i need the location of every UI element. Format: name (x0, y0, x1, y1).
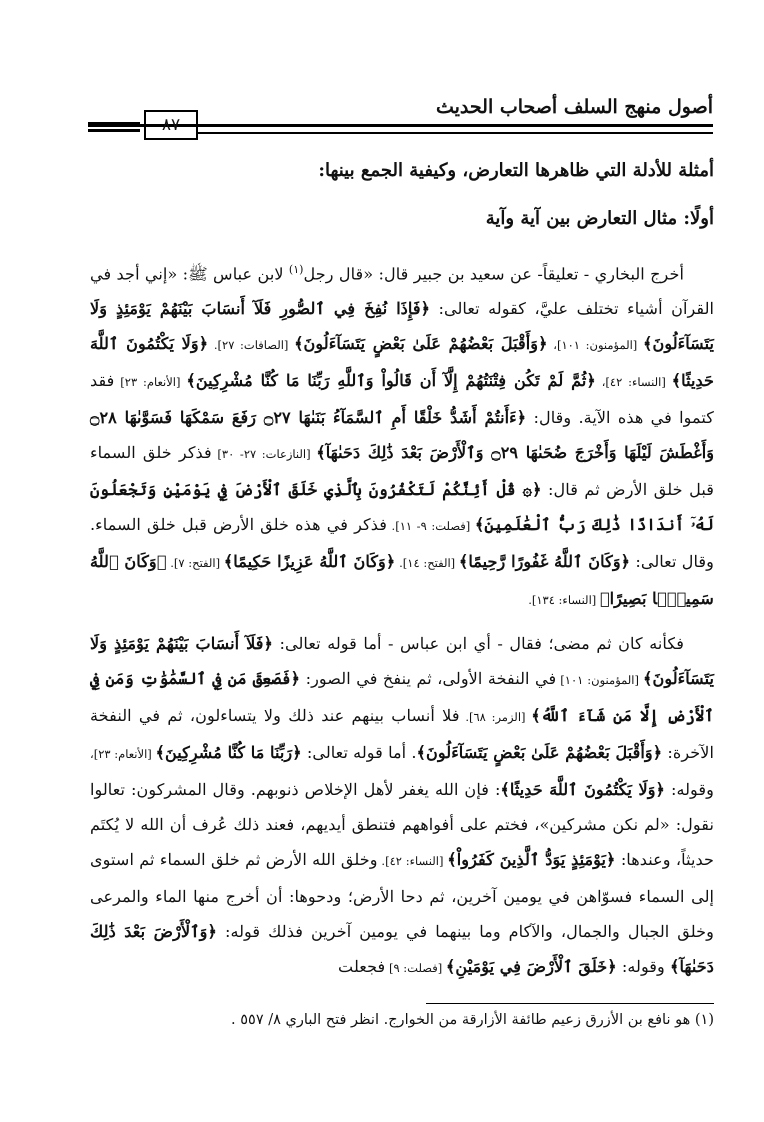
header-rule-left-1 (88, 122, 140, 124)
verse-reference: [فصلت: ٩- ١١]. (386, 519, 475, 534)
text-run: فلا أنساب بينهم عند ذلك ولا يتساءلون، ثم في النفخة الآخرة: (90, 706, 715, 763)
footnote-marker: (١) (288, 263, 304, 276)
paragraph-2 (90, 626, 714, 986)
verse-reference: [الزمر: ٦٨]. (459, 710, 532, 725)
verse-reference: [النساء: ٤٢]. (377, 854, 448, 869)
text-run: فذكر في هذه خلق الأرض قبل خلق السماء. وقال تعالى: (90, 515, 714, 572)
verse-reference: [الصافات: ٢٧]. (208, 338, 295, 353)
verse-reference: [الفتح: ١٤]. (395, 556, 459, 571)
quran-verse: ﴿خَلَقَ ٱلْأَرْضَ فِي يَوْمَيْنِ﴾ (445, 957, 617, 977)
quran-verse: ﴿فَصَعِقَ مَن فِي ٱلسَّمَٰوَٰتِ وَمَن فِي ٱلْأَرْضِ إِلَّا مَن شَآءَ ٱللَّهُ﴾ (90, 669, 714, 726)
quran-verse: ﴿وَلَا يَكْتُمُونَ ٱللَّهَ حَدِيثًا﴾ (500, 780, 666, 800)
footnote: (١) هو نافع بن الأزرق زعيم طائفة الأزارقة من الخوارج. انظر فتح الباري ٨/ ٥٥٧ . (231, 1012, 714, 1028)
verse-reference: [المؤمنون: ١٠١] (556, 673, 643, 688)
verse-reference: [النازعات: ٢٧- ٣٠] (211, 447, 317, 462)
page-header (88, 96, 713, 146)
text-run: : فإن الله يغفر لأهل الإخلاص ذنوبهم. وقال المشركون: تعالوا نقول: «لم نكن مشركين»، فختم على أفواههم فتنطق أيديهم، فعند ذلك عُرف أن الله لا يُكتَم حديثاً، وعندها: (90, 780, 714, 870)
quran-verse: ﴿وَلَا يَكْتُمُونَ ٱللَّهَ حَدِيثًا﴾ (90, 334, 714, 391)
text-run: فقد كتموا في هذه الآية. وقال: (90, 371, 714, 428)
text-run: . أما قوله تعالى: (301, 743, 417, 763)
quran-verse: ﴿وَٱلْأَرْضَ بَعْدَ ذَٰلِكَ دَحَىٰهَآ﴾ (90, 922, 714, 977)
text-run: فذكر خلق السماء قبل خلق الأرض ثم قال: (90, 443, 714, 500)
header-rule-bottom (196, 132, 713, 134)
main-text (90, 252, 714, 986)
text-run: أخرج البخاري - تعليقاً- عن سعيد بن جبير قال: «قال رجل (303, 264, 684, 284)
paragraph-1 (90, 252, 714, 618)
quran-verse: ﴿فَإِذَا نُفِخَ فِي ٱلصُّورِ فَلَآ أَنسَابَ بَيْنَهُمْ يَوْمَئِذٍ وَلَا يَتَسَآءَلُونَ﴾ (90, 299, 714, 354)
text-run: فجعلت (338, 957, 386, 977)
quran-verse: ﴿ءَأَنتُمْ أَشَدُّ خَلْقًا أَمِ ٱلسَّمَآءُ بَنَىٰهَا ۝٢٧ رَفَعَ سَمْكَهَا فَسَوَّىٰهَا ۝٢٨ وَأَغْطَشَ لَيْلَهَا وَأَخْرَجَ ضُحَىٰهَا ۝٢٩ وَٱلْأَرْضَ بَعْدَ ذَٰلِكَ دَحَىٰهَآ﴾ (90, 408, 715, 463)
quran-verse: ﴿وَأَقْبَلَ بَعْضُهُمْ عَلَىٰ بَعْضٍ يَتَسَآءَلُونَ﴾ (294, 334, 548, 354)
header-rule-left-2 (88, 129, 140, 132)
verse-reference: [الأنعام: ٢٣] (114, 375, 187, 390)
text-run: لابن عباس ﷺ: «إني أجد في القرآن أشياء تختلف عليَّ، كقوله تعالى: (90, 264, 714, 319)
quran-verse: ﴿فَلَآ أَنسَابَ بَيْنَهُمْ يَوْمَئِذٍ وَلَا يَتَسَآءَلُونَ﴾ (90, 634, 715, 689)
quran-verse: ﴿رَبِّنَا مَا كُنَّا مُشْرِكِينَ﴾ (155, 743, 302, 763)
verse-reference: [الفتح: ٧]. (166, 556, 224, 571)
verse-reference: [النساء: ٤٢]، (595, 375, 672, 390)
quran-verse: ﴿وَكَانَ ٱللَّهُ سَمِيعًۢا بَصِيرًا﴾ (90, 552, 714, 609)
section-heading: أمثلة للأدلة التي ظاهرها التعارض، وكيفية الجمع بينها: (318, 160, 714, 181)
quran-verse: ﴿يَوْمَئِذٍ يَوَدُّ ٱلَّذِينَ كَفَرُواْ﴾ (447, 850, 616, 870)
quran-verse: ﴿۞ قُلْ أَئِنَّكُمْ لَتَكْفُرُونَ بِٱلَّذِي خَلَقَ ٱلْأَرْضَ فِي يَوْمَيْنِ وَتَجْعَلُونَ لَهُۥٓ أَندَادًا ذَٰلِكَ رَبُّ ٱلْعَٰلَمِينَ﴾ (90, 480, 714, 535)
footnote-separator (426, 1003, 714, 1004)
subsection-heading: أولًا: مثال التعارض بين آية وآية (485, 208, 714, 229)
text-run: في النفخة الأولى، ثم ينفخ في الصور: (300, 669, 557, 689)
verse-reference: [المؤمنون: ١٠١]، (547, 338, 643, 353)
text-run: وقوله: (665, 780, 714, 800)
verse-reference: [فصلت: ٩] (385, 961, 446, 976)
quran-verse: ﴿ثُمَّ لَمْ تَكُن فِتْنَتُهُمْ إِلَّآ أَن قَالُواْ وَٱللَّهِ رَبِّنَا مَا كُنَّا مُشْرِكِينَ﴾ (186, 371, 596, 391)
text-run: وقوله: (616, 957, 671, 977)
text-run: وخلق الله الأرض ثم خلق السماء ثم استوى إلى السماء فسوّاهن في يومين آخرين، ثم دحا الأرض؛ ودحوها: أن أخرج منها الماء والمرعى وخلق الجبال والجمال، والآكام وما بينهما في يومين آخرين فذلك قوله: (90, 850, 714, 942)
running-title: أصول منهج السلف أصحاب الحديث (435, 96, 713, 118)
text-run: فكأنه كان ثم مضى؛ فقال - أي ابن عباس - أما قوله تعالى: (273, 634, 684, 654)
verse-reference: [الأنعام: ٢٣]، (90, 747, 156, 762)
quran-verse: ﴿وَأَقْبَلَ بَعْضُهُمْ عَلَىٰ بَعْضٍ يَتَسَآءَلُونَ﴾ (416, 743, 663, 763)
quran-verse: ﴿وَكَانَ ٱللَّهُ غَفُورًا رَّحِيمًا﴾ (458, 552, 631, 572)
verse-reference: [النساء: ١٣٤]. (528, 593, 600, 608)
quran-verse: ﴿وَكَانَ ٱللَّهُ عَزِيزًا حَكِيمًا﴾ (223, 552, 396, 572)
page-number: ٨٧ (144, 110, 198, 140)
